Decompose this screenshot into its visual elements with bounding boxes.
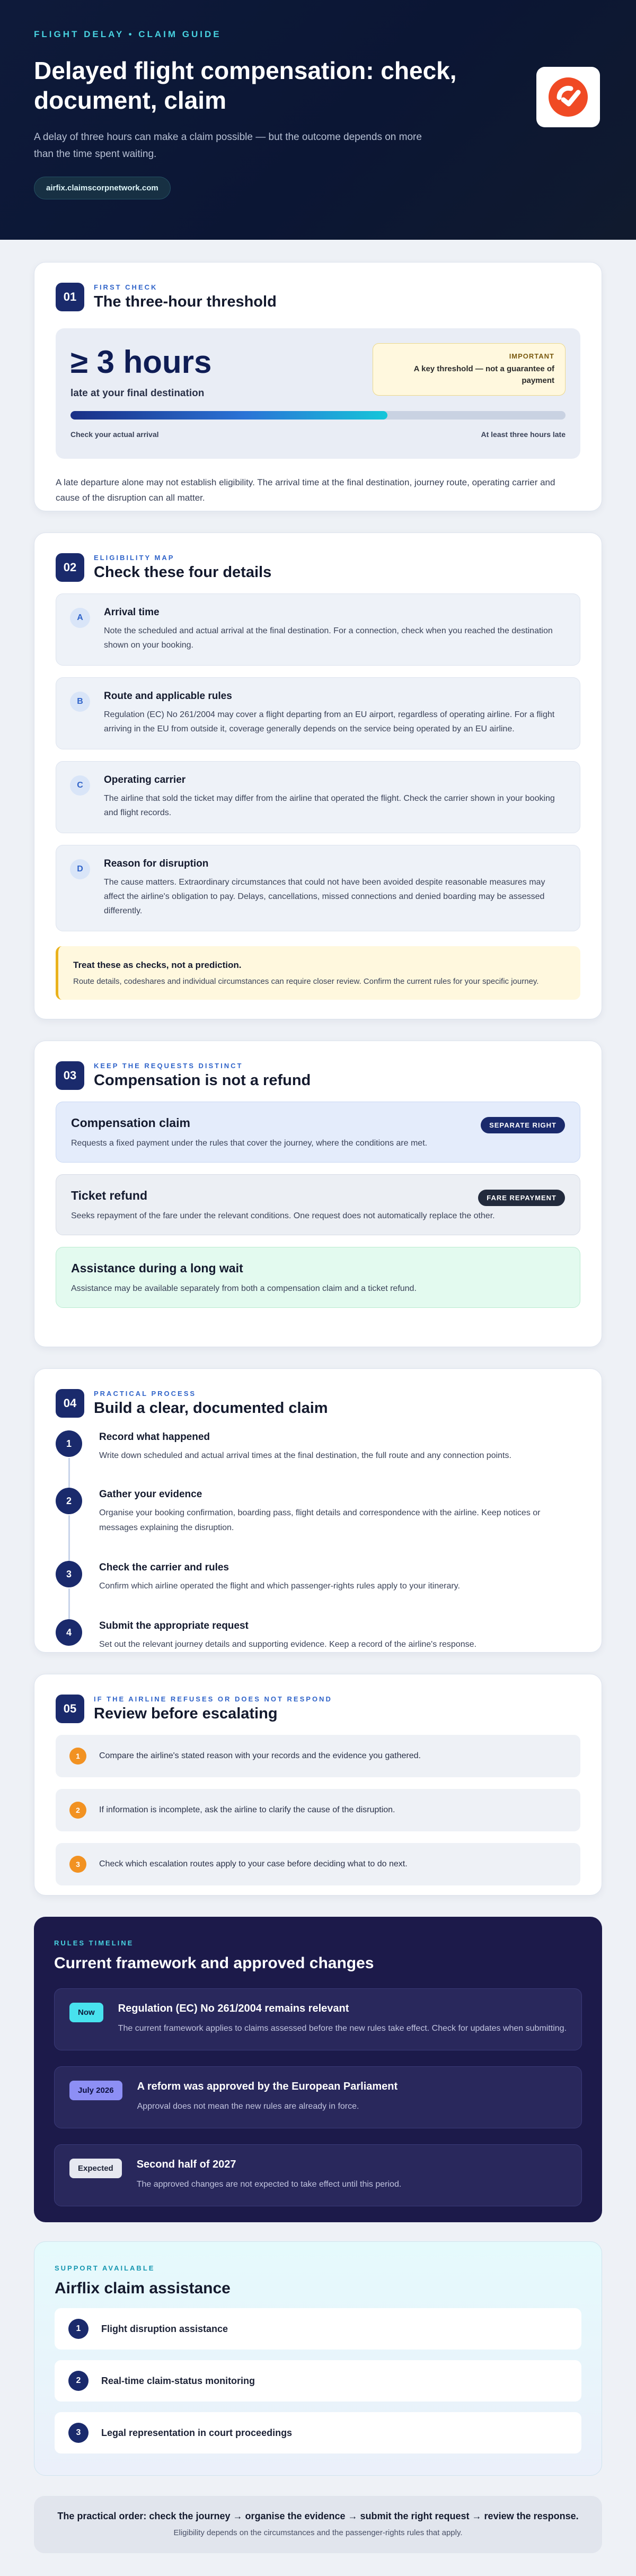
escalation-item xyxy=(56,1789,580,1831)
section-number: 05 xyxy=(56,1695,84,1723)
threshold-panel xyxy=(56,328,580,459)
support-title: Airflix claim assistance xyxy=(55,2280,231,2297)
eligibility-checks xyxy=(56,593,580,931)
section-header xyxy=(56,1061,580,1090)
footer-summary: The practical order: check the journey → organise the evidence → submit the right request → review the response. xyxy=(57,2511,579,2521)
section-kicker: FIRST CHECK xyxy=(94,283,158,291)
tile-badge: SEPARATE RIGHT xyxy=(481,1117,565,1133)
timeline-item xyxy=(54,1988,582,2050)
support-item xyxy=(55,2308,581,2350)
step-title: Submit the appropriate request xyxy=(99,1620,249,1631)
tile-body: Requests a fixed payment under the rules that cover the journey, where the conditions are met. xyxy=(71,1139,428,1148)
section-number: 02 xyxy=(56,553,84,582)
tile-title: Assistance during a long wait xyxy=(71,1261,243,1275)
escalation-text: If information is incomplete, ask the airline to clarify the cause of the disruption. xyxy=(99,1805,395,1814)
step-number: 3 xyxy=(56,1561,82,1587)
section-title: The three-hour threshold xyxy=(94,293,277,310)
callout-body: Route details, codeshares and individual circumstances can require closer review. Confirm the current rules for your specific journey. xyxy=(73,977,539,986)
support-text: Legal representation in court proceedings xyxy=(101,2427,293,2438)
progress-left-label: Check your actual arrival xyxy=(70,430,159,439)
timeline-tag: July 2026 xyxy=(69,2081,122,2100)
check-title: Operating carrier xyxy=(104,774,186,785)
section-kicker: IF THE AIRLINE REFUSES OR DOES NOT RESPOND xyxy=(94,1695,332,1703)
section-title: Compensation is not a refund xyxy=(94,1072,311,1089)
section-title: Check these four details xyxy=(94,564,272,581)
step-title: Gather your evidence xyxy=(99,1489,202,1500)
threshold-progress-bar xyxy=(70,411,566,420)
check-title: Reason for disruption xyxy=(104,858,209,869)
step-connector xyxy=(68,1515,70,1561)
check-letter: B xyxy=(70,692,90,712)
tile-body: Seeks repayment of the fare under the relevant conditions. One request does not automatically replace the other. xyxy=(71,1211,495,1220)
footer-note: Eligibility depends on the circumstances and the passenger-rights rules that apply. xyxy=(173,2528,463,2537)
check-title: Arrival time xyxy=(104,607,160,618)
step-body: Set out the relevant journey details and supporting evidence. Keep a record of the airline's response. xyxy=(99,1640,476,1649)
step-body: Write down scheduled and actual arrival times at the final destination, the full route and any connection points. xyxy=(99,1451,511,1460)
check-body: The airline that sold the ticket may differ from the airline that operated the flight. Check the carrier shown in your booking and flight records. xyxy=(104,794,555,817)
check-item xyxy=(56,677,580,749)
tile-title: Compensation claim xyxy=(71,1116,190,1130)
section-kicker: ELIGIBILITY MAP xyxy=(94,554,175,562)
escalation-number: 1 xyxy=(69,1748,86,1765)
timeline-body: The current framework applies to claims assessed before the new rules take effect. Check for updates when submitting. xyxy=(118,2024,567,2033)
step-title: Check the carrier and rules xyxy=(99,1562,229,1573)
support-text: Flight disruption assistance xyxy=(101,2323,228,2334)
process-step xyxy=(56,1561,580,1619)
hero-header xyxy=(0,0,636,240)
check-item xyxy=(56,761,580,833)
check-letter: A xyxy=(70,608,90,628)
process-steps xyxy=(56,1430,580,1652)
hero-subtitle: A delay of three hours can make a claim possible — but the outcome depends on more than the time spent waiting. xyxy=(34,132,422,160)
compensation-tile xyxy=(56,1102,580,1163)
assistance-tile xyxy=(56,1247,580,1308)
support-text: Real-time claim-status monitoring xyxy=(101,2375,255,2386)
support-kicker: SUPPORT AVAILABLE xyxy=(55,2264,155,2272)
escalation-item xyxy=(56,1735,580,1777)
section-escalation xyxy=(34,1674,602,1896)
process-step xyxy=(56,1619,580,1652)
check-title: Route and applicable rules xyxy=(104,691,232,702)
important-tag: IMPORTANT xyxy=(509,352,554,360)
important-text: A key threshold — not a guarantee of payment xyxy=(413,364,554,385)
section-eligibility xyxy=(34,532,602,1019)
callout-title: Treat these as checks, not a prediction. xyxy=(73,960,242,970)
section-number: 01 xyxy=(56,283,84,311)
check-item xyxy=(56,593,580,666)
page-title: Delayed flight compensation: check, document, claim xyxy=(34,57,457,114)
threshold-note: A late departure alone may not establish eligibility. The arrival time at the final destination, journey route, operating carrier and cause of the disruption can all matter. xyxy=(56,477,555,503)
progress-fill xyxy=(70,411,387,420)
check-letter: C xyxy=(70,775,90,796)
site-link[interactable]: airfix.claimscorpnetwork.com xyxy=(34,177,171,199)
step-connector xyxy=(68,1588,70,1619)
section-number: 03 xyxy=(56,1061,84,1090)
tile-body: Assistance may be available separately from both a compensation claim and a ticket refund. xyxy=(71,1284,417,1293)
section-kicker: KEEP THE REQUESTS DISTINCT xyxy=(94,1062,243,1070)
timeline-title: Current framework and approved changes xyxy=(54,1954,374,1972)
support-item xyxy=(55,2412,581,2453)
step-title: Record what happened xyxy=(99,1431,210,1443)
check-body: Note the scheduled and actual arrival at the final destination. For a connection, check when you reached the destination shown on your booking. xyxy=(104,626,553,650)
check-item xyxy=(56,845,580,931)
section-title: Review before escalating xyxy=(94,1705,278,1722)
timeline-tag: Expected xyxy=(69,2159,122,2178)
section-header xyxy=(56,1389,580,1418)
step-body: Organise your booking confirmation, boarding pass, flight details and correspondence with the airline. Keep notices or messages explaining the disruption. xyxy=(99,1508,541,1532)
section-compensation-vs-refund xyxy=(34,1041,602,1347)
section-header xyxy=(56,283,580,311)
support-item xyxy=(55,2360,581,2402)
threshold-label: late at your final destination xyxy=(70,388,205,399)
timeline-body: The approved changes are not expected to take effect until this period. xyxy=(136,2180,402,2189)
section-header xyxy=(56,1695,580,1723)
support-number: 1 xyxy=(68,2319,89,2339)
check-letter: D xyxy=(70,859,90,879)
callout-note xyxy=(56,946,580,1000)
timeline-heading: A reform was approved by the European Parliament xyxy=(137,2081,398,2092)
section-kicker: PRACTICAL PROCESS xyxy=(94,1390,197,1398)
support-number: 3 xyxy=(68,2423,89,2443)
timeline-tag: Now xyxy=(69,2003,103,2022)
section-threshold xyxy=(34,262,602,511)
timeline-item xyxy=(54,2066,582,2128)
support-list xyxy=(55,2308,581,2453)
tile-title: Ticket refund xyxy=(71,1189,147,1202)
check-body: The cause matters. Extraordinary circumstances that could not have been avoided despite reasonable measures may affect the airline's obligation to pay. Delays, cancellations, missed connections and denied boarding may be assessed differently. xyxy=(104,878,545,915)
section-title: Build a clear, documented claim xyxy=(94,1400,328,1417)
timeline-body: Approval does not mean the new rules are already in force. xyxy=(137,2102,359,2111)
escalation-number: 3 xyxy=(69,1856,86,1873)
refund-tile xyxy=(56,1174,580,1235)
escalation-text: Check which escalation routes apply to your case before deciding what to do next. xyxy=(99,1859,408,1868)
escalation-number: 2 xyxy=(69,1802,86,1819)
process-step xyxy=(56,1430,580,1488)
support-number: 2 xyxy=(68,2371,89,2391)
tile-badge: FARE REPAYMENT xyxy=(478,1190,565,1206)
step-number: 4 xyxy=(56,1619,82,1646)
support-panel xyxy=(34,2241,602,2476)
timeline-heading: Regulation (EC) No 261/2004 remains relevant xyxy=(118,2003,349,2014)
timeline-item xyxy=(54,2144,582,2206)
timeline-heading: Second half of 2027 xyxy=(136,2159,236,2170)
rules-timeline xyxy=(34,1917,602,2222)
summary-footer xyxy=(34,2496,602,2553)
step-number: 1 xyxy=(56,1430,82,1457)
section-header xyxy=(56,553,580,582)
section-number: 04 xyxy=(56,1389,84,1418)
process-step xyxy=(56,1488,580,1561)
claim-logo-icon xyxy=(536,67,600,127)
progress-right-label: At least three hours late xyxy=(481,430,566,439)
check-body: Regulation (EC) No 261/2004 may cover a flight departing from an EU airport, regardless of operating airline. For a flight arriving in the EU from outside it, coverage generally depends on the service being operated by an EU airline. xyxy=(104,710,555,733)
step-connector xyxy=(68,1458,70,1488)
section-process xyxy=(34,1368,602,1653)
step-number: 2 xyxy=(56,1488,82,1514)
step-body: Confirm which airline operated the flight and which passenger-rights rules apply to your itinerary. xyxy=(99,1582,460,1591)
escalation-item xyxy=(56,1843,580,1885)
threshold-value: ≥ 3 hours xyxy=(70,344,212,380)
important-note xyxy=(373,343,566,396)
timeline-kicker: RULES TIMELINE xyxy=(54,1939,134,1947)
hero-kicker: FLIGHT DELAY • CLAIM GUIDE xyxy=(34,29,222,39)
escalation-text: Compare the airline's stated reason with your records and the evidence you gathered. xyxy=(99,1751,421,1760)
